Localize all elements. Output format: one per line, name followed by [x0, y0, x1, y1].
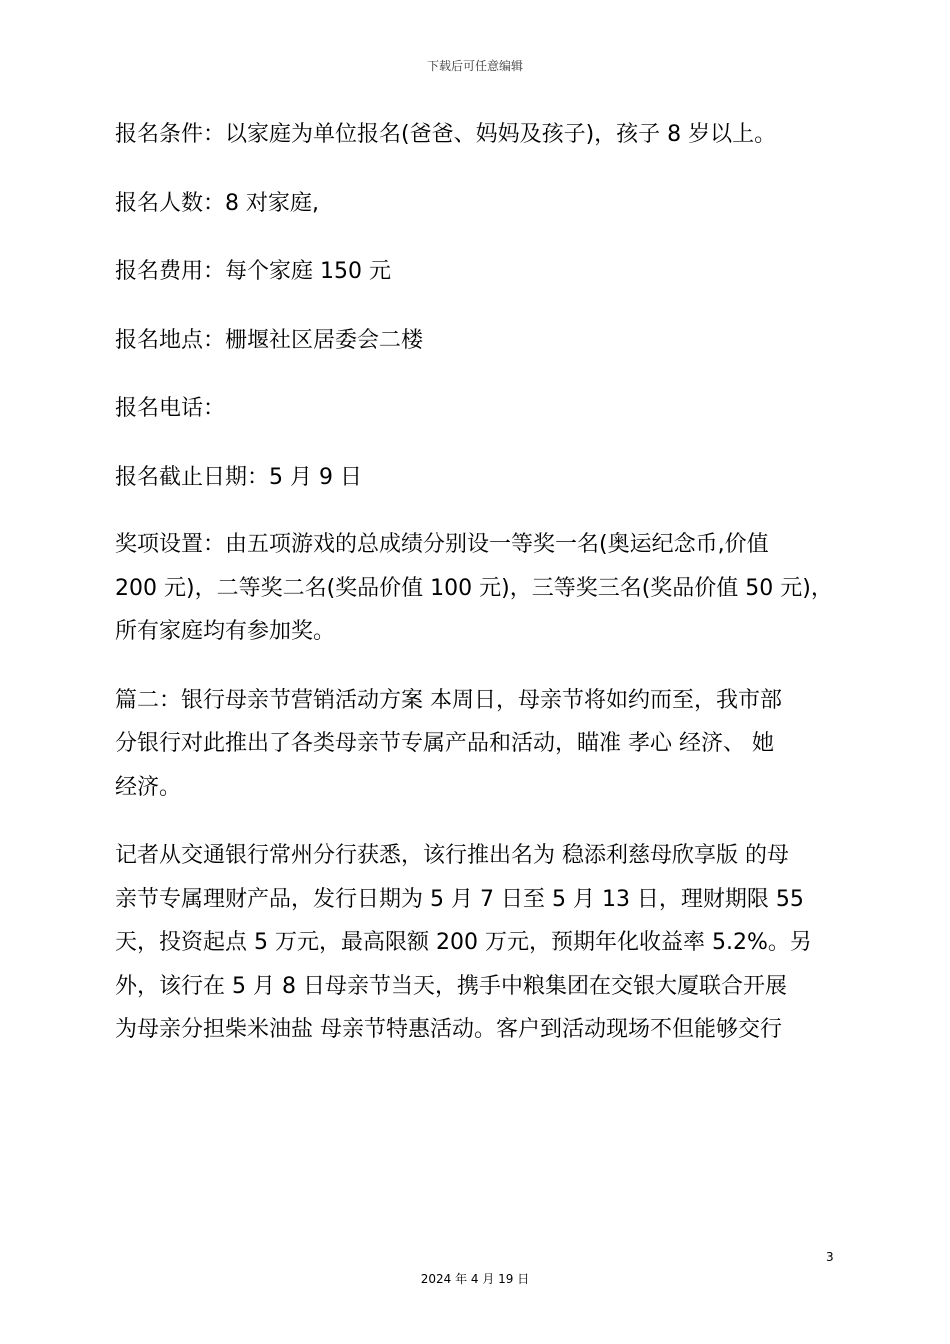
text-line: 经济。: [115, 774, 182, 800]
section-two-intro: [115, 679, 830, 810]
registration-count: [115, 181, 830, 225]
header-note: 下载后可任意编辑: [426, 59, 523, 73]
footer-date: 2024 年 4 月 19 日: [420, 1272, 530, 1286]
registration-location: [115, 318, 830, 362]
text-line: 所有家庭均有参加奖。: [115, 619, 336, 644]
text-line: 报名电话：: [115, 396, 226, 421]
text-line: 报名条件：以家庭为单位报名(爸爸、妈妈及孩子)，孩子 8 岁以上。: [115, 122, 777, 147]
text-line: 报名人数：8 对家庭,: [115, 190, 319, 216]
text-line: 亲节专属理财产品，发行日期为 5 月 7 日至 5 月 13 日，理财期限 55: [115, 886, 804, 912]
text-line: 报名地点：栅堰社区居委会二楼: [115, 327, 424, 353]
page-number: 3: [826, 1250, 834, 1264]
registration-fee: [115, 249, 830, 293]
text-line: 篇二：银行母亲节营销活动方案 本周日，母亲节将如约而至，我市部: [115, 687, 782, 713]
text-line: 报名费用：每个家庭 150 元: [115, 259, 391, 284]
text-line: 奖项设置：由五项游戏的总成绩分别设一等奖一名(奥运纪念币,价值: [115, 532, 769, 557]
registration-deadline: [115, 455, 830, 499]
text-line: 天，投资起点 5 万元，最高限额 200 万元，预期年化收益率 5.2%。另: [115, 930, 812, 955]
bank-product-paragraph: [115, 834, 830, 1052]
text-line: 分银行对此推出了各类母亲节专属产品和活动，瞄准 孝心 经济、 她: [115, 731, 774, 756]
document-body: [115, 112, 833, 1077]
text-line: 报名截止日期：5 月 9 日: [115, 464, 362, 490]
text-line: 外，该行在 5 月 8 日母亲节当天，携手中粮集团在交银大厦联合开展: [115, 973, 787, 999]
award-settings: [115, 523, 833, 654]
registration-conditions: [115, 112, 830, 156]
registration-phone: [115, 386, 830, 430]
text-line: 记者从交通银行常州分行获悉，该行推出名为 稳添利慈母欣享版 的母: [115, 843, 789, 868]
text-line: 200 元)，二等奖二名(奖品价值 100 元)，三等奖三名(奖品价值 50 元)，: [115, 575, 833, 601]
text-line: 为母亲分担柴米油盐 母亲节特惠活动。客户到活动现场不但能够交行: [115, 1017, 782, 1042]
